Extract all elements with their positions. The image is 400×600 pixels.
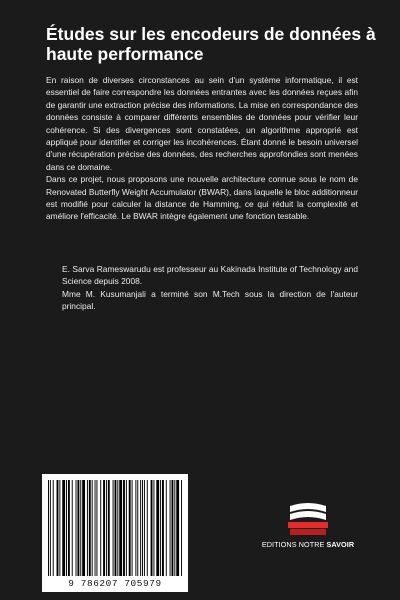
barcode-bar <box>160 480 161 576</box>
barcode-bar <box>76 480 77 576</box>
author-bio: Mme M. Kusumanjali a terminé son M.Tech sous la direction de l'auteur principal. <box>62 288 358 312</box>
barcode-bar <box>80 480 81 576</box>
barcode-bar <box>147 480 148 576</box>
barcode-bar <box>100 480 101 576</box>
book-title: Études sur les encodeurs de données à haute performance <box>46 24 376 64</box>
barcode-bar <box>137 480 138 576</box>
barcode-bar <box>135 480 136 576</box>
barcode-bars <box>46 480 184 576</box>
summary-paragraph: Dans ce projet, nous proposons une nouvelle architecture connue sous le nom de Renovated Butterfly Weight Accumulator (BWAR), dans laquelle le bloc additionneur est modifié pour calculer la distance de Hamming, ce qui réduit la complexité et améliore l'efficacité. Le BWAR intègre également une fonction testable. <box>46 174 358 222</box>
barcode-bar <box>53 480 54 576</box>
barcode-bar <box>129 480 131 576</box>
barcode-bar <box>126 480 127 576</box>
barcode-bar <box>174 480 175 576</box>
barcode-bar <box>96 480 97 576</box>
barcode-bar <box>123 480 125 576</box>
barcode-bar <box>48 480 49 576</box>
barcode-bar <box>62 480 65 576</box>
barcode-bar <box>95 480 96 576</box>
author-bio: E. Sarva Rameswarudu est professeur au Kakinada Institute of Technology and Science depuis 2008. <box>62 264 358 287</box>
barcode-bar <box>144 480 145 576</box>
barcode-bar <box>172 480 174 576</box>
barcode-bar <box>68 480 70 576</box>
barcode-bar <box>166 480 167 576</box>
barcode-bar <box>89 480 91 576</box>
barcode-bar <box>59 480 60 576</box>
barcode-bar <box>77 480 79 576</box>
barcode-bar <box>50 480 51 576</box>
barcode-bar <box>176 480 179 576</box>
publisher-name <box>256 540 360 549</box>
barcode-bar <box>119 480 122 576</box>
barcode-bar <box>113 480 114 576</box>
publisher-logo <box>256 500 360 560</box>
summary-paragraph: En raison de diverses circonstances au sein d'un système informatique, il est essentiel de faire correspondre les données entrantes avec les données reçues afin de garantir une extraction précise des informations. La mise en correspondance des données consiste à comparer différents ensembles de données pour vérifier leur cohérence. Si des divergences sont constatées, un algorithme approprié est appliqué pour identifier et corriger les incohérences. Étant donné le besoin universel d'une récupération précise des données, des recherches approfondies sont menées dans ce domaine. <box>46 75 358 172</box>
barcode-bar <box>132 480 133 576</box>
barcode-bar <box>115 480 117 576</box>
publisher-name-regular: EDITIONS NOTRE <box>261 540 327 549</box>
barcode-bar <box>82 480 85 576</box>
isbn-number: 9 786207 705979 <box>68 578 162 589</box>
stacked-books-icon <box>286 500 330 538</box>
barcode-bar <box>87 480 88 576</box>
barcode-bar <box>117 480 118 576</box>
barcode-bar <box>140 480 141 576</box>
barcode-bar <box>57 480 59 576</box>
barcode-bar <box>142 480 143 576</box>
barcode-bar <box>72 480 73 576</box>
barcode-bar <box>108 480 110 576</box>
barcode-bar <box>156 480 159 576</box>
barcode-bar <box>151 480 153 576</box>
barcode-bar <box>170 480 171 576</box>
barcode-bar <box>162 480 164 576</box>
barcode-bar <box>103 480 105 576</box>
barcode-bar <box>181 480 182 576</box>
barcode-bar <box>153 480 154 576</box>
book-summary <box>46 74 358 223</box>
barcode-bar <box>66 480 67 576</box>
publisher-name-bold: SAVOIR <box>326 540 355 549</box>
isbn-barcode <box>42 474 188 592</box>
author-bios <box>62 263 358 313</box>
barcode-bar <box>106 480 107 576</box>
barcode-bar <box>92 480 93 576</box>
